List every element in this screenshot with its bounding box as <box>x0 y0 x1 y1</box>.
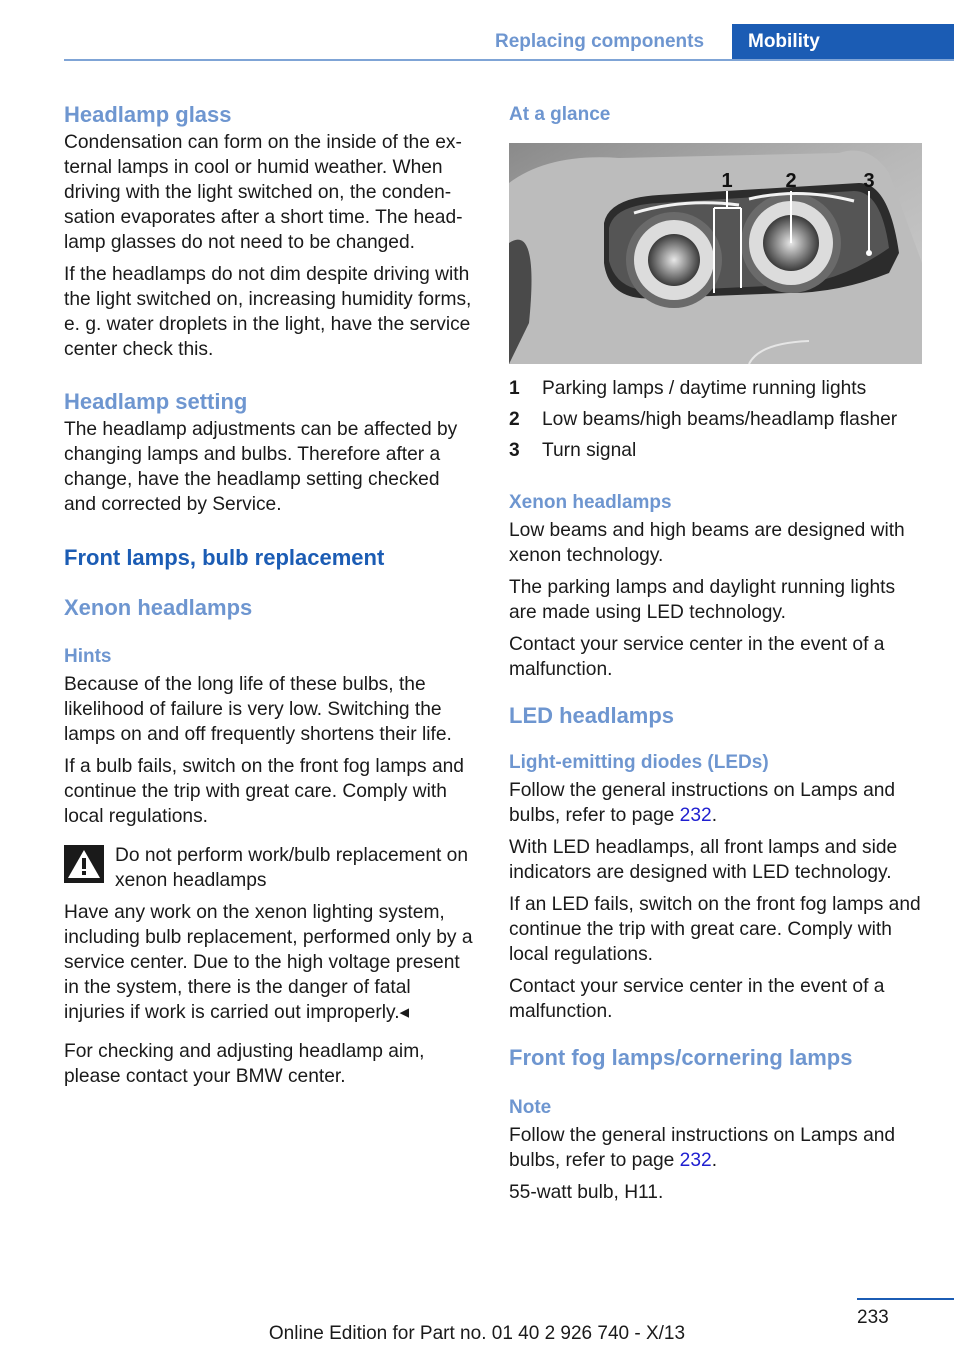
legend-number: 1 <box>509 378 520 399</box>
heading-leds: Light-emitting diodes (LEDs) <box>509 752 769 773</box>
heading-front-lamps: Front lamps, bulb replacement <box>64 545 385 570</box>
heading-note: Note <box>509 1097 552 1118</box>
callout-3: 3 <box>863 170 875 192</box>
legend-number: 3 <box>509 440 520 461</box>
paragraph: If a bulb fails, switch on the front fog lamps and continue the trip with great care. Comply with local regulations. <box>64 756 464 827</box>
callout-2: 2 <box>785 170 797 192</box>
header-rule <box>64 59 954 61</box>
heading-headlamp-setting: Headlamp setting <box>64 389 248 414</box>
figure-legend <box>509 376 921 463</box>
warning-body: Have any work on the xenon lighting system, including bulb replacement, performed only by a service center. Due to the high voltage present in the system, there is the danger of fatal injuries if work is carried out improperly.◂ <box>64 902 473 1023</box>
paragraph: If an LED fails, switch on the front fog lamps and continue the trip with great care. Comply with local regulations. <box>509 894 921 965</box>
legend-item <box>509 407 921 432</box>
footer-rule <box>857 1298 954 1300</box>
heading-front-fog-lamps: Front fog lamps/cornering lamps <box>509 1045 853 1070</box>
paragraph: The parking lamps and daylight running lights are made using LED technology. <box>509 577 896 623</box>
headlamp-illustration <box>509 143 922 364</box>
callout-1: 1 <box>721 170 733 192</box>
paragraph-text: Follow the general instructions on Lamps and bulbs, refer to page <box>509 1125 896 1171</box>
header-section-title: Replacing components <box>495 31 705 52</box>
legend-item <box>509 438 921 463</box>
left-column <box>64 100 476 1096</box>
page-link[interactable]: 232 <box>679 1150 712 1171</box>
heading-led-headlamps: LED headlamps <box>509 703 675 728</box>
right-column <box>509 100 921 1212</box>
paragraph: For checking and adjusting headlamp aim, please contact your BMW center. <box>64 1041 425 1087</box>
header-chapter-label: Mobility <box>748 31 820 52</box>
warning-triangle-icon <box>64 845 104 883</box>
page-link[interactable]: 232 <box>679 805 712 826</box>
legend-text: Low beams/high beams/headlamp flasher <box>542 409 898 430</box>
paragraph <box>509 778 921 828</box>
paragraph <box>509 1123 921 1173</box>
heading-xenon-headlamps: Xenon headlamps <box>64 595 253 620</box>
paragraph: The headlamp adjustments can be affected by changing lamps and bulbs. Therefore after a change, have the headlamp setting checked and corrected by Service. <box>64 419 458 515</box>
warning-title: Do not perform work/bulb replacement on xenon headlamps <box>115 845 469 891</box>
paragraph: Condensation can form on the inside of the ex-ternal lamps in cool or humid weather. When driving with the light switched on, the conden-sation evaporates after a short time. The head-lamp glasses do not need to be changed. <box>64 132 463 253</box>
paragraph: Because of the long life of these bulbs, the likelihood of failure is very low. Switching the lamps on and off frequently shortens their life. <box>64 674 452 745</box>
warning-block <box>64 843 476 893</box>
heading-xenon-headlamps-right: Xenon headlamps <box>509 492 672 513</box>
footer-edition: Online Edition for Part no. 01 40 2 926 740 - X/13 <box>268 1323 686 1344</box>
paragraph-text: . <box>711 1150 718 1171</box>
legend-text: Turn signal <box>542 440 637 461</box>
paragraph: With LED headlamps, all front lamps and side indicators are designed with LED technology. <box>509 837 898 883</box>
header-chapter-tab <box>732 24 954 60</box>
paragraph-text: Follow the general instructions on Lamps and bulbs, refer to page <box>509 780 896 826</box>
heading-hints: Hints <box>64 646 112 667</box>
heading-at-a-glance: At a glance <box>509 104 611 125</box>
page-number: 233 <box>857 1307 889 1328</box>
paragraph: Contact your service center in the event of a malfunction. <box>509 634 885 680</box>
paragraph-text: . <box>711 805 718 826</box>
paragraph: 55-watt bulb, H11. <box>509 1182 664 1203</box>
paragraph: Low beams and high beams are designed with xenon technology. <box>509 520 905 566</box>
legend-text: Parking lamps / daytime running lights <box>542 378 867 399</box>
paragraph: If the headlamps do not dim despite driving with the light switched on, increasing humidity forms, e. g. water droplets in the light, have the service center check this. <box>64 264 472 360</box>
paragraph: Contact your service center in the event of a malfunction. <box>509 976 885 1022</box>
legend-number: 2 <box>509 409 520 430</box>
legend-item <box>509 376 921 401</box>
headlamp-figure <box>509 143 922 364</box>
heading-headlamp-glass: Headlamp glass <box>64 102 232 127</box>
